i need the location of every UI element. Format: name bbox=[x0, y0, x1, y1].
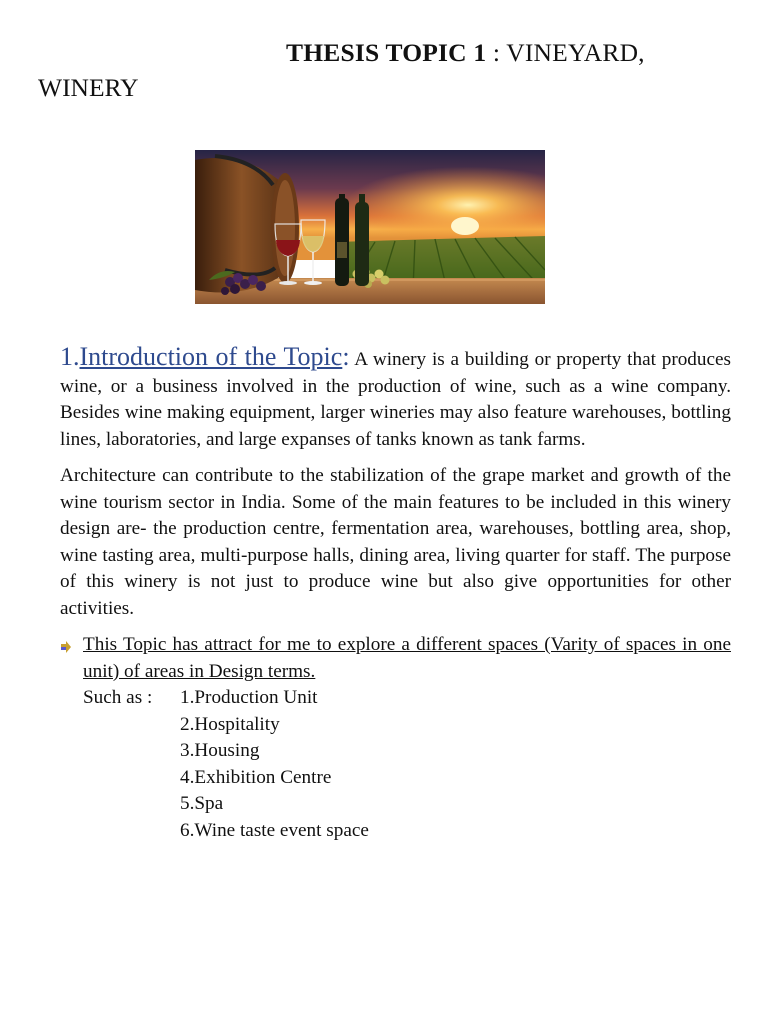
list-item: 6.Wine taste event space bbox=[180, 819, 369, 841]
list-item: 3.Housing bbox=[180, 740, 260, 761]
intro-heading-colon: : bbox=[342, 342, 350, 371]
list-item: 4.Exhibition Centre bbox=[180, 766, 332, 788]
title-line-2: WINERY bbox=[38, 73, 139, 102]
hero-image bbox=[195, 150, 545, 304]
title-bold: THESIS TOPIC 1 bbox=[286, 38, 487, 67]
spaces-list bbox=[83, 685, 731, 844]
topic-bullet bbox=[60, 632, 731, 844]
list-item: 2.Hospitality bbox=[180, 713, 280, 735]
architecture-paragraph: Architecture can contribute to the stabilization of the grape market and growth of the wine tourism sector in India. Some of the main features to be included in this winery design are- the production centre, fermentation area, warehouses, bottling area, shop, wine tasting area, multi-purpose halls, dining area, living quarter for staff. The purpose of this winery is not just to produce wine but also give opportunities for other activities. bbox=[60, 465, 731, 619]
intro-body-text: A winery is a building or property that produces wine, or a business involved in the production of wine, such as a wine company. Besides wine making equipment, larger wineries may also feature warehouses, bottling lines, laboratories, and large expanses of tanks known as tank farms. bbox=[60, 349, 731, 450]
list-item: 5.Spa bbox=[180, 793, 224, 814]
intro-heading-number: 1. bbox=[60, 342, 80, 371]
list-item bbox=[83, 685, 731, 712]
arrow-bullet-icon bbox=[60, 641, 72, 653]
title-rest: : VINEYARD, bbox=[486, 38, 645, 67]
main-content bbox=[60, 344, 731, 844]
bullet-text: This Topic has attract for me to explore a different spaces (Varity of spaces in one unit) of areas in Design terms. bbox=[83, 634, 731, 682]
intro-heading: Introduction of the Topic bbox=[79, 342, 343, 371]
intro-paragraph bbox=[60, 344, 731, 453]
title-line-1 bbox=[286, 38, 645, 68]
list-item-text: 1.Production Unit bbox=[180, 687, 318, 708]
wine-barrel-vineyard-sunset-photo-icon bbox=[195, 150, 545, 304]
list-label: Such as : bbox=[83, 687, 153, 708]
